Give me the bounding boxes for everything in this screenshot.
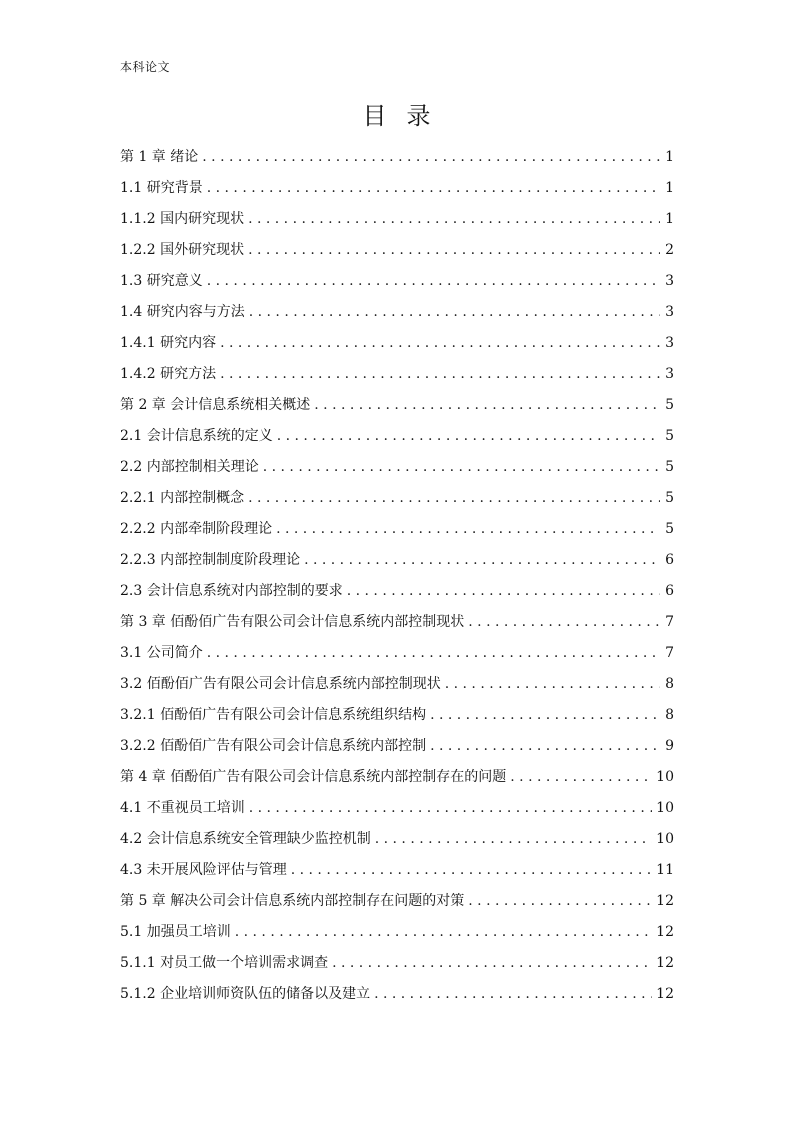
toc-entry[interactable] bbox=[120, 456, 674, 487]
toc-entry-page-number: 12 bbox=[656, 955, 674, 971]
toc-entry-label: 4.2 会计信息系统安全管理缺少监控机制 bbox=[120, 831, 371, 847]
toc-entry-label: 1.1 研究背景 bbox=[120, 180, 203, 196]
toc-leader-dots bbox=[248, 211, 660, 227]
toc-entry[interactable] bbox=[120, 983, 674, 1014]
toc-entry-label: 第 3 章 佰酚佰广告有限公司会计信息系统内部控制现状 bbox=[120, 614, 465, 630]
toc-leader-dots bbox=[430, 707, 660, 723]
toc-entry[interactable] bbox=[120, 208, 674, 239]
toc-leader-dots bbox=[202, 149, 660, 165]
toc-leader-dots bbox=[207, 180, 660, 196]
toc-entry-page-number: 5 bbox=[665, 490, 674, 506]
toc-entry-label: 1.4 研究内容与方法 bbox=[120, 304, 245, 320]
toc-entry[interactable] bbox=[120, 859, 674, 890]
toc-leader-dots bbox=[248, 242, 660, 258]
toc-entry-label: 2.2.2 内部牵制阶段理论 bbox=[120, 521, 273, 537]
toc-entry-page-number: 7 bbox=[665, 645, 674, 661]
toc-entry[interactable] bbox=[120, 363, 674, 394]
toc-entry-label: 2.1 会计信息系统的定义 bbox=[120, 428, 273, 444]
toc-leader-dots bbox=[510, 769, 652, 785]
toc-leader-dots bbox=[304, 552, 660, 568]
toc-entry[interactable] bbox=[120, 890, 674, 921]
running-header: 本科论文 bbox=[120, 60, 171, 74]
toc-leader-dots bbox=[468, 614, 660, 630]
toc-leader-dots bbox=[291, 862, 652, 878]
toc-leader-dots bbox=[249, 800, 652, 816]
toc-entry-label: 2.2.1 内部控制概念 bbox=[120, 490, 245, 506]
toc-entry[interactable] bbox=[120, 828, 674, 859]
toc-entry-page-number: 3 bbox=[665, 335, 674, 351]
toc-entry[interactable] bbox=[120, 549, 674, 580]
toc-entry-page-number: 12 bbox=[656, 893, 674, 909]
toc-leader-dots bbox=[277, 428, 660, 444]
toc-entry-page-number: 9 bbox=[665, 738, 674, 754]
toc-leader-dots bbox=[445, 676, 660, 692]
toc-leader-dots bbox=[263, 459, 660, 475]
toc-entry-page-number: 12 bbox=[656, 986, 674, 1002]
toc-entry-page-number: 10 bbox=[656, 831, 674, 847]
toc-entry-label: 1.1.2 国内研究现状 bbox=[120, 211, 245, 227]
toc-entry-label: 2.3 会计信息系统对内部控制的要求 bbox=[120, 583, 343, 599]
toc-entry[interactable] bbox=[120, 704, 674, 735]
toc-entry-page-number: 12 bbox=[656, 924, 674, 940]
toc-entry-label: 2.2.3 内部控制制度阶段理论 bbox=[120, 552, 301, 568]
toc-entry[interactable] bbox=[120, 642, 674, 673]
toc-leader-dots bbox=[235, 924, 652, 940]
toc-entry[interactable] bbox=[120, 518, 674, 549]
toc-entry[interactable] bbox=[120, 766, 674, 797]
toc-entry-page-number: 2 bbox=[665, 242, 674, 258]
toc-entry[interactable] bbox=[120, 239, 674, 270]
toc-entry-label: 1.4.1 研究内容 bbox=[120, 335, 217, 351]
toc-entry-page-number: 5 bbox=[665, 428, 674, 444]
toc-entry-label: 第 2 章 会计信息系统相关概述 bbox=[120, 397, 311, 413]
toc-entry-label: 5.1.1 对员工做一个培训需求调查 bbox=[120, 955, 329, 971]
toc-leader-dots bbox=[207, 273, 660, 289]
toc-entry-label: 第 1 章 绪论 bbox=[120, 149, 199, 165]
toc-entry-label: 5.1 加强员工培训 bbox=[120, 924, 231, 940]
toc-entry[interactable] bbox=[120, 580, 674, 611]
toc-entry-label: 4.1 不重视员工培训 bbox=[120, 800, 245, 816]
toc-leader-dots bbox=[220, 335, 660, 351]
toc-entry-label: 4.3 未开展风险评估与管理 bbox=[120, 862, 287, 878]
toc-entry-page-number: 6 bbox=[665, 583, 674, 599]
toc-entry-page-number: 1 bbox=[665, 149, 674, 165]
toc-leader-dots bbox=[374, 986, 652, 1002]
toc-entry[interactable] bbox=[120, 487, 674, 518]
toc-entry[interactable] bbox=[120, 332, 674, 363]
toc-entry[interactable] bbox=[120, 177, 674, 208]
toc-entry-label: 1.4.2 研究方法 bbox=[120, 366, 217, 382]
toc-entry[interactable] bbox=[120, 425, 674, 456]
toc-entry-page-number: 5 bbox=[665, 397, 674, 413]
toc-entry-page-number: 6 bbox=[665, 552, 674, 568]
toc-leader-dots bbox=[430, 738, 660, 754]
toc-entry[interactable] bbox=[120, 611, 674, 642]
toc-leader-dots bbox=[248, 490, 660, 506]
toc-entry-label: 3.2.1 佰酚佰广告有限公司会计信息系统组织结构 bbox=[120, 707, 427, 723]
toc-entry[interactable] bbox=[120, 270, 674, 301]
toc-entry-label: 3.1 公司简介 bbox=[120, 645, 203, 661]
toc-entry-page-number: 10 bbox=[656, 769, 674, 785]
toc-entry-label: 第 5 章 解决公司会计信息系统内部控制存在问题的对策 bbox=[120, 893, 465, 909]
toc-entry[interactable] bbox=[120, 146, 674, 177]
toc-entry-page-number: 1 bbox=[665, 180, 674, 196]
toc-leader-dots bbox=[332, 955, 652, 971]
toc-leader-dots bbox=[375, 831, 652, 847]
toc-entry-page-number: 5 bbox=[665, 459, 674, 475]
toc-entry-label: 3.2.2 佰酚佰广告有限公司会计信息系统内部控制 bbox=[120, 738, 427, 754]
toc-entry-page-number: 8 bbox=[665, 676, 674, 692]
toc-leader-dots bbox=[468, 893, 652, 909]
toc-entry-page-number: 5 bbox=[665, 521, 674, 537]
toc-entry[interactable] bbox=[120, 735, 674, 766]
toc-entry[interactable] bbox=[120, 952, 674, 983]
toc-entry-label: 2.2 内部控制相关理论 bbox=[120, 459, 259, 475]
toc-leader-dots bbox=[276, 521, 660, 537]
toc-leader-dots bbox=[249, 304, 660, 320]
toc-entry-label: 1.3 研究意义 bbox=[120, 273, 203, 289]
toc-entry[interactable] bbox=[120, 921, 674, 952]
toc-entry[interactable] bbox=[120, 673, 674, 704]
toc-entry-page-number: 3 bbox=[665, 366, 674, 382]
toc-entry-page-number: 11 bbox=[656, 862, 674, 878]
toc-leader-dots bbox=[314, 397, 660, 413]
toc-leader-dots bbox=[207, 645, 660, 661]
toc-entry-page-number: 10 bbox=[656, 800, 674, 816]
toc-entry-page-number: 8 bbox=[665, 707, 674, 723]
toc-entry[interactable] bbox=[120, 797, 674, 828]
toc-entry-label: 3.2 佰酚佰广告有限公司会计信息系统内部控制现状 bbox=[120, 676, 441, 692]
toc-entry-label: 5.1.2 企业培训师资队伍的储备以及建立 bbox=[120, 986, 371, 1002]
toc-entry[interactable] bbox=[120, 394, 674, 425]
toc-entry-page-number: 3 bbox=[665, 304, 674, 320]
page-title: 目录 bbox=[362, 102, 451, 130]
toc-entry-label: 第 4 章 佰酚佰广告有限公司会计信息系统内部控制存在的问题 bbox=[120, 769, 507, 785]
toc-entry-page-number: 3 bbox=[665, 273, 674, 289]
toc-entry-page-number: 7 bbox=[665, 614, 674, 630]
table-of-contents bbox=[120, 146, 674, 1014]
toc-entry-page-number: 1 bbox=[665, 211, 674, 227]
toc-entry-label: 1.2.2 国外研究现状 bbox=[120, 242, 245, 258]
toc-leader-dots bbox=[347, 583, 660, 599]
toc-leader-dots bbox=[220, 366, 660, 382]
toc-entry[interactable] bbox=[120, 301, 674, 332]
